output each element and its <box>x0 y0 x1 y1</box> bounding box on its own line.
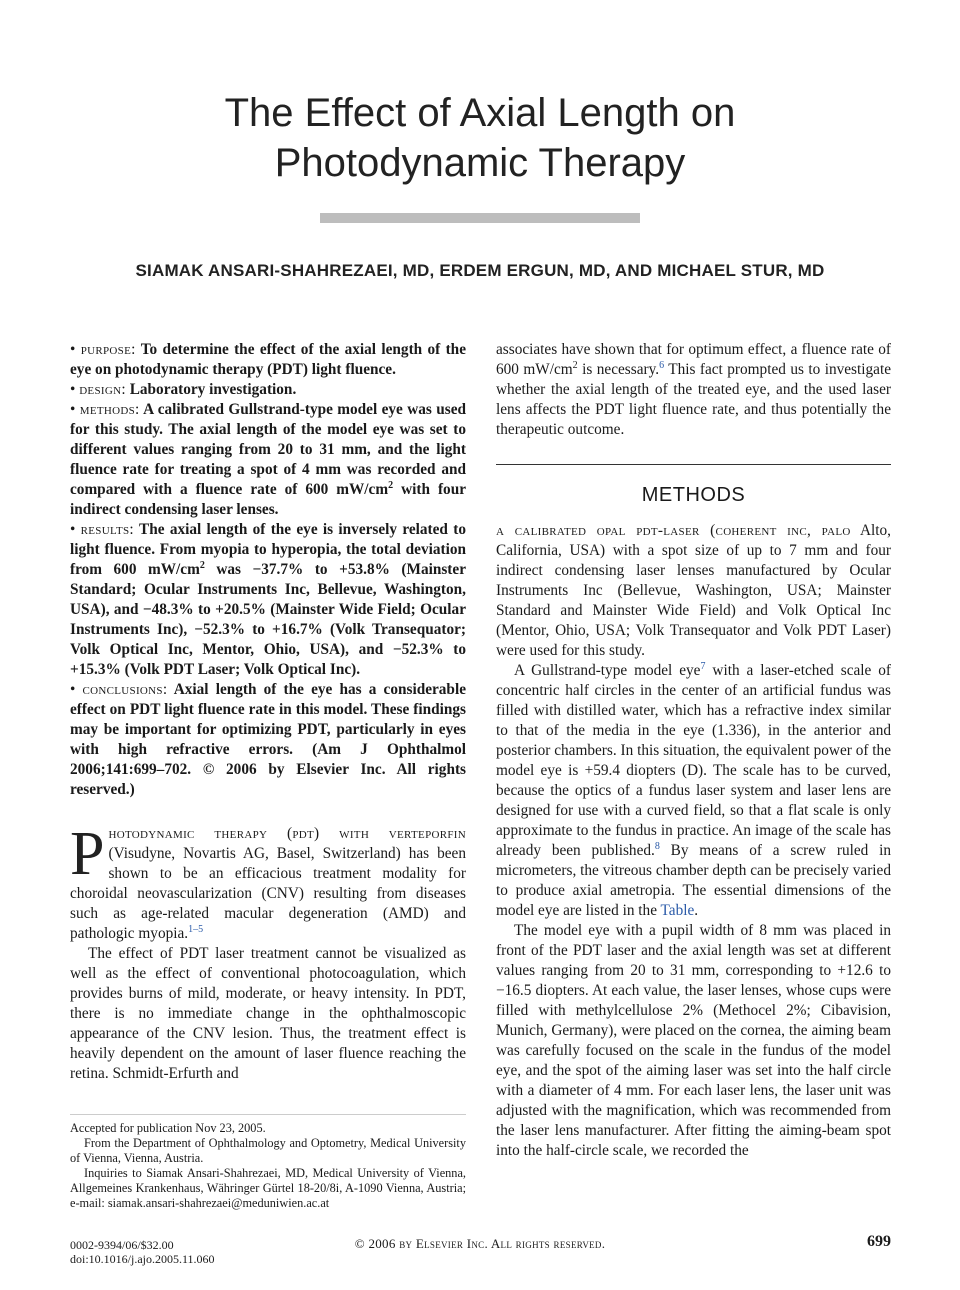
correspondence: Inquiries to Siamak Ansari-Shahrezaei, MD, Medical University of Vienna, Allgemeines Krankenhaus, Währinger Gürtel 18-20/8i, A-1090 Vienna, Austria; e-mail: siamak.ansari-shahrezaei@meduniwien.ac.at <box>70 1166 466 1210</box>
methods-section <box>496 521 891 1161</box>
left-column <box>70 340 466 1084</box>
copyright: © 2006 by Elsevier Inc. All rights reserved. <box>354 1236 606 1251</box>
intro-paragraph-2: The effect of PDT laser treatment cannot be visualized as well as the effect of conventional photocoagulation, which provides burns of mild, moderate, or heavy intensity. In PDT, there is no immediate change in the ophthalmoscopic appearance of the CNV lesion. Thus, the treatment effect is heavily dependent on the amount of laser fluence reaching the retina. Schmidt-Erfurth and <box>70 945 466 1082</box>
article-title <box>0 88 960 188</box>
accepted-date: Accepted for publication Nov 23, 2005. <box>70 1121 266 1135</box>
methods-label: methods: <box>79 401 140 418</box>
intro-lead: hotodynamic therapy (pdt) with verteporfin <box>108 825 466 842</box>
intro-paragraph-1: Photodynamic therapy (pdt) with verteporfin (Visudyne, Novartis AG, Basel, Switzerland) has been shown to be an efficacious treatment modality for choroidal neovascularization (CNV) resulting from diseases such as age-related macular degeneration (AMD) and pathologic myopia.$^{1-5}$ <box>70 820 466 942</box>
abstract-purpose: • purpose: To determine the effect of the axial length of the eye on photodynamic therapy (PDT) light fluence. <box>70 341 466 378</box>
conclusions-label: conclusions: <box>82 681 168 698</box>
section-divider <box>496 464 891 465</box>
methods-paragraph-2: A Gullstrand-type model eye$^7$ with a laser-etched scale of concentric half circles in the center of an artificial fundus was filled with distilled water, which has a refractive index similar to that of the media in the eye (1.336), in the anterior and posterior chambers. In this situation, the equivalent power of the model eye is +59.4 diopters (D). The scale has to be curved, because the optics of a fundus laser system and laser lens are designed for use with a curved field, so that a flat scale is only approximate to the fundus in practice. An image of the scale has already been published.$^8$ By means of a screw ruled in micrometers, the vitreous chamber depth can be precisely varied to produce axial ametropia. The essential dimensions of the model eye are listed in the Table. <box>496 660 892 919</box>
methods-heading: METHODS <box>641 484 746 506</box>
affiliation: From the Department of Ophthalmology and Optometry, Medical University of Vienna, Vienna, Austria. <box>70 1136 466 1165</box>
citation: (Am J Ophthalmol 2006;141:699–702. © 2006 by Elsevier Inc. All rights reserved.) <box>70 741 467 798</box>
drop-cap: P <box>70 820 105 888</box>
doi[interactable]: doi:10.1016/j.ajo.2005.11.060 <box>70 1252 215 1266</box>
table-link[interactable]: Table <box>660 902 695 919</box>
intro-continued: associates have shown that for optimum effect, a fluence rate of 600 $mW/cm^2$ is necessary.$^6$ This fact prompted us to investigate whether the axial length of the treated eye, and the used laser lens affects the PDT light fluence rate, and thus potentially the therapeutic outcome. <box>496 341 891 438</box>
abstract-results: • results: The axial length of the eye is inversely related to light fluence. From myopia to hyperopia, the total deviation from 600 $mW/cm^2$ was −37.7% to +53.8% (Mainster Standard; Ocular Instruments Inc, Bellevue, Washington, USA), and −48.3% to +20.5% (Mainster Wide Field; Ocular Instruments Inc), −52.3% to +16.7% (Volk Transequator; Volk Optical Inc, Mentor, Ohio, USA), and −52.3% to +15.3% (Volk PDT Laser; Volk Optical Inc). <box>70 521 466 678</box>
reference-link[interactable]: 8 <box>654 840 660 852</box>
title-line-1: The Effect of Axial Length on <box>224 91 736 135</box>
footnote <box>70 1121 466 1211</box>
author-list: SIAMAK ANSARI-SHAHREZAEI, MD, ERDEM ERGUN, MD, AND MICHAEL STUR, MD <box>135 261 825 280</box>
reference-link[interactable]: 7 <box>700 660 706 672</box>
reference-link[interactable]: 6 <box>659 359 665 371</box>
abstract-conclusions: • conclusions: Axial length of the eye has a considerable effect on PDT light fluence rate in this model. These findings may be important for optimizing PDT, particularly in eyes with high refractive errors. (Am J Ophthalmol 2006;141:699–702. © 2006 by Elsevier Inc. All rights reserved.) <box>70 681 467 798</box>
purpose-label: purpose: <box>80 341 136 358</box>
abstract <box>70 340 466 800</box>
results-label: results: <box>80 521 134 538</box>
methods-paragraph-3: The model eye with a pupil width of 8 mm was placed in front of the PDT laser and the axial length was set at different values ranging from 20 to 31 mm, corresponding to +12.6 to −16.5 diopters. At each value, the laser lenses, whose cups were filled with methylcellulose 2% (Methocel 2%; Cibavision, Munich, Germany), were placed on the cornea, the aiming beam was carefully focused on the scale in the fundus of the model eye, and the spot of the aiming laser was set into the half circle with a diameter of 4 mm. For each laser lens, the laser unit was adjusted with the magnification, which was recommended from the laser lens manufacturer. After fitting the aiming-beam spot into the half-circle scale, we recorded the <box>496 922 891 1159</box>
issn: 0002-9394/06/$32.00 <box>70 1238 174 1252</box>
methods-paragraph-1: a calibrated opal pdt-laser (coherent inc, palo Alto, California, USA) with a spot size of up to 7 mm and four indirect condensing laser lenses manufactured by Ocular Instruments Inc (Bellevue, Washington, USA; Mainster Standard and Mainster Wide Field) and Volk Optical Inc (Mentor, Ohio, USA; Volk Transequator and Volk PDT Laser) were used for this study. <box>496 522 891 659</box>
page-number: 699 <box>867 1233 891 1250</box>
abstract-design: • design: Laboratory investigation. <box>70 381 297 398</box>
abstract-methods: • methods: A calibrated Gullstrand-type model eye was used for this study. The axial length of the model eye was set to different values ranging from 20 to 31 mm, and the light fluence rate for treating a spot of 4 mm was recorded and compared with a fluence rate of 600 $mW/cm^2$ with four indirect condensing laser lenses. <box>70 401 466 518</box>
design-label: design: <box>79 381 126 398</box>
title-line-2: Photodynamic Therapy <box>274 141 686 185</box>
footnote-divider <box>70 1114 466 1115</box>
right-column <box>496 340 891 1161</box>
reference-link[interactable]: 1–5 <box>188 923 204 935</box>
introduction <box>70 820 466 1084</box>
title-divider <box>320 213 640 223</box>
